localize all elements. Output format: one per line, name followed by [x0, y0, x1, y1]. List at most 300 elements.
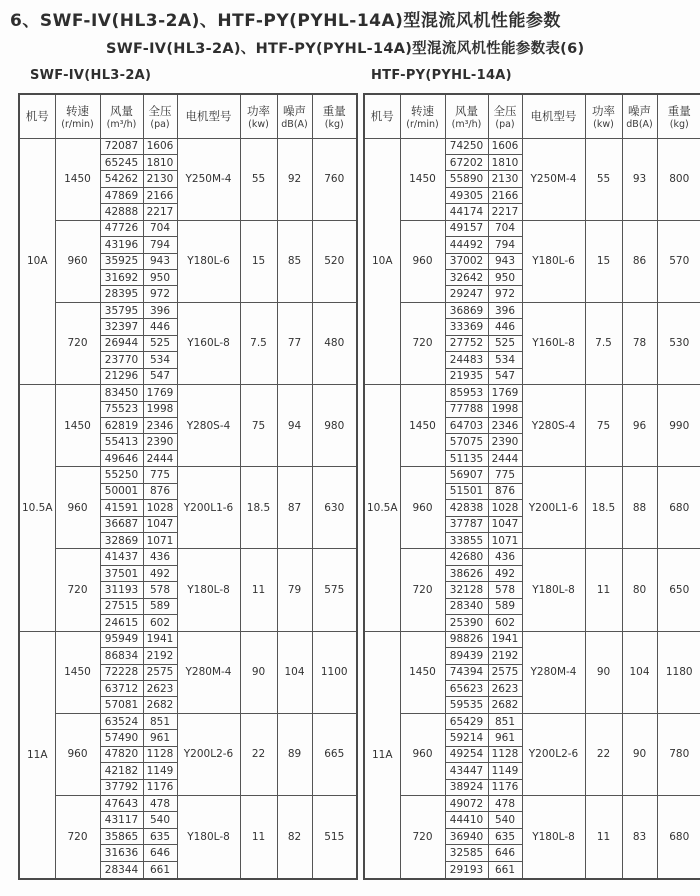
cell-speed: 960 — [55, 467, 100, 549]
cell-airflow: 65245 — [100, 154, 143, 170]
header-power — [240, 94, 277, 138]
cell-airflow: 33855 — [445, 533, 488, 549]
cell-airflow: 42888 — [100, 204, 143, 220]
cell-pressure: 2390 — [143, 434, 177, 450]
cell-power: 11 — [240, 796, 277, 880]
cell-speed: 720 — [400, 549, 445, 631]
header-pressure — [488, 94, 522, 138]
table-row — [19, 549, 357, 565]
table-block-htf — [363, 59, 700, 880]
cell-airflow: 25390 — [445, 615, 488, 631]
header-airflow — [100, 94, 143, 138]
table-row — [364, 138, 700, 154]
cell-power: 7.5 — [240, 302, 277, 384]
cell-weight: 760 — [312, 138, 357, 220]
cell-weight: 570 — [657, 220, 700, 302]
cell-airflow: 41591 — [100, 500, 143, 516]
cell-pressure: 1028 — [143, 500, 177, 516]
cell-pressure: 794 — [143, 237, 177, 253]
cell-pressure: 2130 — [488, 171, 522, 187]
cell-pressure: 661 — [488, 861, 522, 879]
cell-pressure: 540 — [488, 812, 522, 828]
header-main-line: 噪声 — [623, 103, 657, 119]
header-unit-line: (kw) — [241, 119, 277, 130]
cell-speed: 1450 — [55, 138, 100, 220]
cell-airflow: 36869 — [445, 302, 488, 318]
cell-airflow: 86834 — [100, 648, 143, 664]
cell-airflow: 37787 — [445, 516, 488, 532]
cell-pressure: 1810 — [143, 154, 177, 170]
cell-pressure: 2346 — [488, 417, 522, 433]
cell-pressure: 2166 — [143, 187, 177, 203]
cell-pressure: 602 — [488, 615, 522, 631]
cell-model: 10.5A — [19, 385, 55, 632]
cell-airflow: 47726 — [100, 220, 143, 236]
header-main-line: 噪声 — [278, 103, 312, 119]
cell-pressure: 540 — [143, 812, 177, 828]
cell-weight: 520 — [312, 220, 357, 302]
cell-pressure: 602 — [143, 615, 177, 631]
cell-airflow: 50001 — [100, 483, 143, 499]
header-unit-line: (pa) — [144, 119, 177, 130]
cell-motor: Y180L-8 — [522, 549, 585, 631]
cell-pressure: 1810 — [488, 154, 522, 170]
cell-airflow: 55890 — [445, 171, 488, 187]
header-motor — [177, 94, 240, 138]
cell-airflow: 56907 — [445, 467, 488, 483]
cell-pressure: 547 — [488, 368, 522, 384]
cell-airflow: 62819 — [100, 417, 143, 433]
cell-pressure: 961 — [488, 730, 522, 746]
cell-noise: 78 — [622, 302, 657, 384]
cell-airflow: 47869 — [100, 187, 143, 203]
performance-table-htf — [363, 93, 700, 880]
cell-airflow: 36940 — [445, 828, 488, 844]
tables-container — [18, 59, 700, 880]
table-label-swf: SWF-IV(HL3-2A) — [30, 67, 356, 84]
cell-pressure: 2444 — [143, 450, 177, 466]
cell-motor: Y180L-6 — [177, 220, 240, 302]
cell-airflow: 51135 — [445, 450, 488, 466]
cell-model: 10A — [19, 138, 55, 385]
cell-pressure: 1606 — [488, 138, 522, 154]
cell-airflow: 42838 — [445, 500, 488, 516]
table-head — [364, 94, 700, 138]
cell-noise: 77 — [277, 302, 312, 384]
cell-pressure: 478 — [143, 796, 177, 812]
header-unit-line: (kg) — [658, 119, 700, 130]
cell-weight: 575 — [312, 549, 357, 631]
cell-speed: 720 — [400, 796, 445, 880]
cell-airflow: 55413 — [100, 434, 143, 450]
header-unit-line: (m³/h) — [446, 119, 488, 130]
header-main-line: 全压 — [489, 103, 522, 119]
cell-speed: 1450 — [55, 385, 100, 467]
cell-airflow: 72228 — [100, 664, 143, 680]
header-main-line: 转速 — [401, 103, 445, 119]
cell-motor: Y250M-4 — [177, 138, 240, 220]
cell-model: 11A — [19, 631, 55, 879]
cell-pressure: 1941 — [488, 631, 522, 647]
cell-pressure: 1149 — [488, 763, 522, 779]
cell-noise: 79 — [277, 549, 312, 631]
cell-airflow: 65623 — [445, 680, 488, 696]
page-subtitle: SWF-IV(HL3-2A)、HTF-PY(PYHL-14A)型混流风机性能参数表(6) — [106, 39, 700, 59]
cell-weight: 480 — [312, 302, 357, 384]
cell-noise: 104 — [277, 631, 312, 713]
cell-pressure: 589 — [143, 598, 177, 614]
cell-weight: 515 — [312, 796, 357, 880]
table-row — [19, 220, 357, 236]
table-head — [19, 94, 357, 138]
cell-pressure: 876 — [488, 483, 522, 499]
cell-power: 90 — [240, 631, 277, 713]
cell-airflow: 37002 — [445, 253, 488, 269]
cell-noise: 80 — [622, 549, 657, 631]
cell-pressure: 1176 — [488, 779, 522, 795]
cell-airflow: 31193 — [100, 582, 143, 598]
cell-airflow: 29193 — [445, 861, 488, 879]
cell-pressure: 943 — [143, 253, 177, 269]
cell-pressure: 2682 — [488, 697, 522, 713]
cell-pressure: 2192 — [143, 648, 177, 664]
cell-airflow: 44492 — [445, 237, 488, 253]
header-speed — [400, 94, 445, 138]
cell-airflow: 23770 — [100, 352, 143, 368]
cell-pressure: 2575 — [143, 664, 177, 680]
cell-pressure: 704 — [488, 220, 522, 236]
cell-weight: 650 — [657, 549, 700, 631]
table-row — [19, 467, 357, 483]
table-body — [19, 138, 357, 879]
cell-airflow: 85953 — [445, 385, 488, 401]
cell-speed: 1450 — [400, 385, 445, 467]
header-unit-line: (r/min) — [401, 119, 445, 130]
cell-pressure: 1176 — [143, 779, 177, 795]
cell-speed: 1450 — [55, 631, 100, 713]
cell-airflow: 83450 — [100, 385, 143, 401]
cell-power: 75 — [585, 385, 622, 467]
cell-weight: 780 — [657, 713, 700, 795]
header-airflow — [445, 94, 488, 138]
cell-pressure: 1128 — [143, 746, 177, 762]
cell-motor: Y280S-4 — [177, 385, 240, 467]
header-model — [19, 94, 55, 138]
header-unit-line: (kw) — [586, 119, 622, 130]
table-row — [19, 302, 357, 318]
cell-weight: 680 — [657, 467, 700, 549]
cell-speed: 720 — [55, 302, 100, 384]
cell-power: 11 — [585, 549, 622, 631]
cell-pressure: 2346 — [143, 417, 177, 433]
cell-noise: 90 — [622, 713, 657, 795]
cell-noise: 88 — [622, 467, 657, 549]
cell-airflow: 63524 — [100, 713, 143, 729]
header-weight — [657, 94, 700, 138]
cell-weight: 665 — [312, 713, 357, 795]
cell-speed: 720 — [55, 549, 100, 631]
cell-airflow: 74250 — [445, 138, 488, 154]
cell-airflow: 35795 — [100, 302, 143, 318]
cell-airflow: 24615 — [100, 615, 143, 631]
cell-noise: 82 — [277, 796, 312, 880]
cell-power: 15 — [585, 220, 622, 302]
cell-motor: Y180L-8 — [177, 796, 240, 880]
cell-pressure: 1028 — [488, 500, 522, 516]
header-main-line: 风量 — [446, 103, 488, 119]
cell-model: 11A — [364, 631, 400, 879]
cell-pressure: 1998 — [488, 401, 522, 417]
cell-motor: Y280S-4 — [522, 385, 585, 467]
header-main-line: 全压 — [144, 103, 177, 119]
cell-pressure: 851 — [143, 713, 177, 729]
cell-pressure: 1071 — [143, 533, 177, 549]
cell-pressure: 646 — [143, 845, 177, 861]
cell-pressure: 396 — [488, 302, 522, 318]
header-row — [19, 94, 357, 138]
cell-airflow: 55250 — [100, 467, 143, 483]
table-row — [19, 631, 357, 647]
cell-airflow: 31692 — [100, 270, 143, 286]
header-row — [364, 94, 700, 138]
cell-pressure: 436 — [143, 549, 177, 565]
cell-motor: Y280M-4 — [522, 631, 585, 713]
header-main-line: 电机型号 — [523, 108, 585, 124]
cell-airflow: 37792 — [100, 779, 143, 795]
cell-pressure: 2623 — [488, 680, 522, 696]
cell-pressure: 492 — [143, 565, 177, 581]
cell-pressure: 2575 — [488, 664, 522, 680]
cell-model: 10.5A — [364, 385, 400, 632]
cell-airflow: 41437 — [100, 549, 143, 565]
cell-motor: Y160L-8 — [177, 302, 240, 384]
cell-power: 55 — [240, 138, 277, 220]
cell-weight: 530 — [657, 302, 700, 384]
cell-airflow: 95949 — [100, 631, 143, 647]
header-main-line: 机号 — [365, 108, 400, 124]
cell-pressure: 2217 — [143, 204, 177, 220]
cell-pressure: 851 — [488, 713, 522, 729]
header-unit-line: dB(A) — [623, 119, 657, 130]
cell-airflow: 75523 — [100, 401, 143, 417]
cell-noise: 85 — [277, 220, 312, 302]
cell-airflow: 21935 — [445, 368, 488, 384]
cell-noise: 92 — [277, 138, 312, 220]
cell-pressure: 2682 — [143, 697, 177, 713]
cell-airflow: 64703 — [445, 417, 488, 433]
cell-motor: Y200L1-6 — [177, 467, 240, 549]
cell-airflow: 37501 — [100, 565, 143, 581]
cell-airflow: 47643 — [100, 796, 143, 812]
cell-airflow: 26944 — [100, 335, 143, 351]
cell-motor: Y180L-6 — [522, 220, 585, 302]
cell-pressure: 775 — [488, 467, 522, 483]
cell-speed: 720 — [400, 302, 445, 384]
cell-power: 55 — [585, 138, 622, 220]
cell-weight: 980 — [312, 385, 357, 467]
cell-motor: Y200L1-6 — [522, 467, 585, 549]
cell-pressure: 950 — [488, 270, 522, 286]
cell-power: 7.5 — [585, 302, 622, 384]
header-main-line: 功率 — [241, 103, 277, 119]
table-row — [364, 385, 700, 401]
cell-pressure: 446 — [143, 319, 177, 335]
cell-pressure: 1941 — [143, 631, 177, 647]
cell-pressure: 2444 — [488, 450, 522, 466]
cell-airflow: 32397 — [100, 319, 143, 335]
cell-noise: 94 — [277, 385, 312, 467]
table-row — [19, 385, 357, 401]
table-body — [364, 138, 700, 879]
cell-airflow: 44410 — [445, 812, 488, 828]
cell-weight: 1180 — [657, 631, 700, 713]
cell-pressure: 1047 — [488, 516, 522, 532]
cell-pressure: 396 — [143, 302, 177, 318]
cell-airflow: 59214 — [445, 730, 488, 746]
cell-pressure: 534 — [143, 352, 177, 368]
cell-motor: Y280M-4 — [177, 631, 240, 713]
cell-pressure: 2390 — [488, 434, 522, 450]
cell-airflow: 33369 — [445, 319, 488, 335]
table-row — [364, 549, 700, 565]
cell-airflow: 38924 — [445, 779, 488, 795]
cell-airflow: 43196 — [100, 237, 143, 253]
cell-pressure: 1998 — [143, 401, 177, 417]
cell-pressure: 972 — [143, 286, 177, 302]
header-main-line: 机号 — [20, 108, 55, 124]
cell-airflow: 65429 — [445, 713, 488, 729]
cell-speed: 960 — [400, 713, 445, 795]
cell-airflow: 89439 — [445, 648, 488, 664]
cell-airflow: 47820 — [100, 746, 143, 762]
table-row — [364, 220, 700, 236]
table-row — [19, 138, 357, 154]
cell-pressure: 492 — [488, 565, 522, 581]
cell-airflow: 32642 — [445, 270, 488, 286]
cell-power: 22 — [585, 713, 622, 795]
cell-noise: 104 — [622, 631, 657, 713]
cell-noise: 86 — [622, 220, 657, 302]
cell-speed: 720 — [55, 796, 100, 880]
cell-airflow: 32128 — [445, 582, 488, 598]
cell-speed: 960 — [55, 220, 100, 302]
cell-power: 18.5 — [240, 467, 277, 549]
cell-weight: 800 — [657, 138, 700, 220]
cell-pressure: 635 — [488, 828, 522, 844]
header-motor — [522, 94, 585, 138]
cell-speed: 960 — [55, 713, 100, 795]
header-unit-line: dB(A) — [278, 119, 312, 130]
cell-airflow: 32869 — [100, 533, 143, 549]
cell-weight: 1100 — [312, 631, 357, 713]
cell-power: 11 — [585, 796, 622, 880]
cell-pressure: 1769 — [488, 385, 522, 401]
header-noise — [622, 94, 657, 138]
cell-motor: Y160L-8 — [522, 302, 585, 384]
cell-airflow: 29247 — [445, 286, 488, 302]
cell-airflow: 42182 — [100, 763, 143, 779]
cell-pressure: 635 — [143, 828, 177, 844]
cell-airflow: 35865 — [100, 828, 143, 844]
cell-pressure: 1071 — [488, 533, 522, 549]
cell-speed: 1450 — [400, 138, 445, 220]
header-model — [364, 94, 400, 138]
cell-pressure: 2623 — [143, 680, 177, 696]
cell-motor: Y250M-4 — [522, 138, 585, 220]
cell-pressure: 646 — [488, 845, 522, 861]
cell-pressure: 876 — [143, 483, 177, 499]
cell-noise: 83 — [622, 796, 657, 880]
cell-power: 75 — [240, 385, 277, 467]
cell-airflow: 57490 — [100, 730, 143, 746]
cell-airflow: 31636 — [100, 845, 143, 861]
cell-power: 15 — [240, 220, 277, 302]
table-row — [364, 467, 700, 483]
cell-airflow: 42680 — [445, 549, 488, 565]
cell-motor: Y180L-8 — [522, 796, 585, 880]
cell-airflow: 27515 — [100, 598, 143, 614]
table-row — [364, 713, 700, 729]
cell-pressure: 436 — [488, 549, 522, 565]
cell-weight: 630 — [312, 467, 357, 549]
cell-noise: 89 — [277, 713, 312, 795]
header-unit-line: (kg) — [313, 119, 357, 130]
header-power — [585, 94, 622, 138]
cell-airflow: 57081 — [100, 697, 143, 713]
cell-airflow: 49646 — [100, 450, 143, 466]
cell-pressure: 775 — [143, 467, 177, 483]
cell-motor: Y180L-8 — [177, 549, 240, 631]
cell-power: 18.5 — [585, 467, 622, 549]
cell-airflow: 35925 — [100, 253, 143, 269]
cell-pressure: 446 — [488, 319, 522, 335]
cell-airflow: 32585 — [445, 845, 488, 861]
header-speed — [55, 94, 100, 138]
header-main-line: 重量 — [313, 103, 357, 119]
cell-pressure: 1047 — [143, 516, 177, 532]
cell-pressure: 2217 — [488, 204, 522, 220]
cell-pressure: 547 — [143, 368, 177, 384]
cell-pressure: 478 — [488, 796, 522, 812]
cell-airflow: 28344 — [100, 861, 143, 879]
cell-airflow: 57075 — [445, 434, 488, 450]
cell-pressure: 961 — [143, 730, 177, 746]
cell-power: 11 — [240, 549, 277, 631]
cell-pressure: 943 — [488, 253, 522, 269]
cell-airflow: 54262 — [100, 171, 143, 187]
document-page — [0, 9, 700, 880]
table-row — [19, 713, 357, 729]
header-unit-line: (m³/h) — [101, 119, 143, 130]
cell-pressure: 525 — [488, 335, 522, 351]
cell-pressure: 1128 — [488, 746, 522, 762]
cell-pressure: 704 — [143, 220, 177, 236]
cell-airflow: 49254 — [445, 746, 488, 762]
cell-airflow: 27752 — [445, 335, 488, 351]
cell-airflow: 44174 — [445, 204, 488, 220]
header-main-line: 风量 — [101, 103, 143, 119]
cell-pressure: 2166 — [488, 187, 522, 203]
header-main-line: 转速 — [56, 103, 100, 119]
table-row — [364, 796, 700, 812]
cell-noise: 87 — [277, 467, 312, 549]
header-main-line: 重量 — [658, 103, 700, 119]
table-block-swf — [18, 59, 356, 880]
cell-airflow: 59535 — [445, 697, 488, 713]
cell-pressure: 2192 — [488, 648, 522, 664]
cell-noise: 96 — [622, 385, 657, 467]
header-main-line: 功率 — [586, 103, 622, 119]
